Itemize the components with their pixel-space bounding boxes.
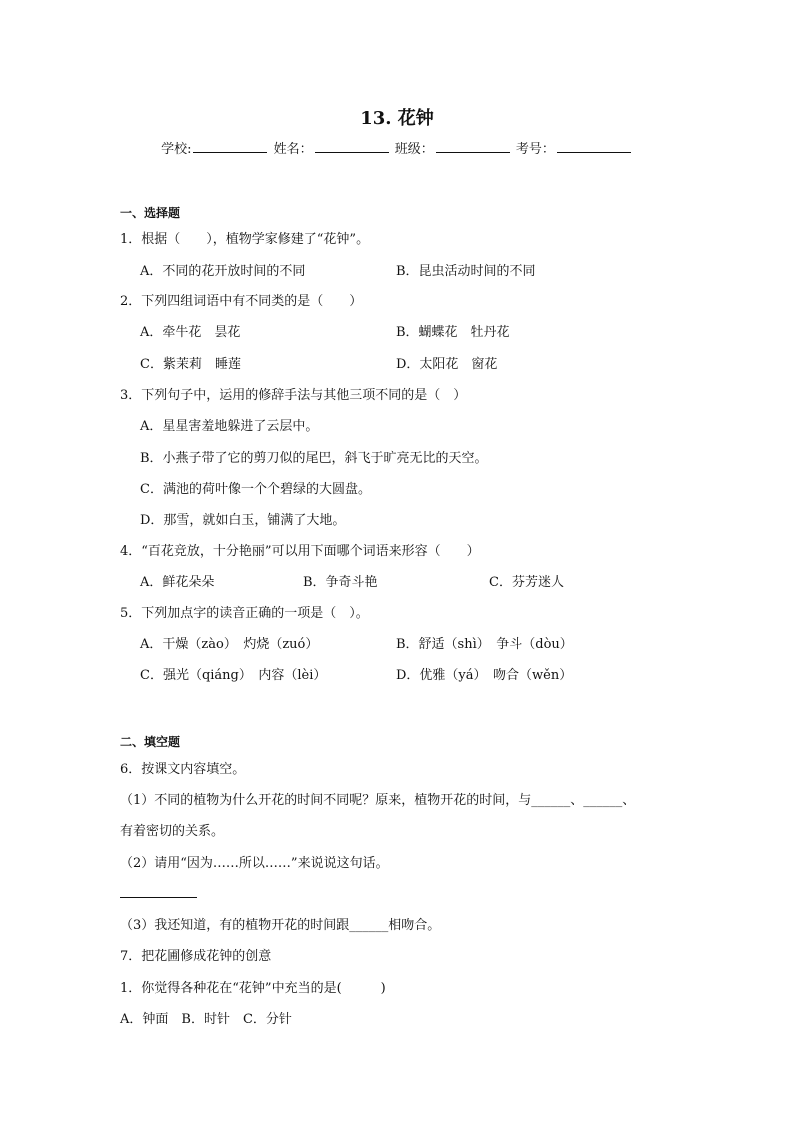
question-2-option-d: D．太阳花 窗花 <box>396 357 498 372</box>
class-label: 班级： <box>394 142 434 157</box>
question-3-option-d: D．那雪，就如白玉，铺满了大地。 <box>140 513 346 528</box>
question-6-part-1-cont: 有着密切的关系。 <box>120 824 225 839</box>
school-blank[interactable] <box>193 140 267 153</box>
name-blank[interactable] <box>315 140 389 153</box>
question-2-stem: 2．下列四组词语中有不同类的是（ ） <box>120 294 363 309</box>
question-4-option-b: B．争奇斗艳 <box>303 575 378 590</box>
name-label: 姓名： <box>273 142 313 157</box>
section-heading-choice: 一、选择题 <box>120 206 181 220</box>
question-5-option-d: D．优雅（yá） 吻合（wěn） <box>396 668 573 683</box>
question-2-option-c: C．紫茉莉 睡莲 <box>140 357 241 372</box>
question-4-option-a: A．鲜花朵朵 <box>140 575 215 590</box>
question-4-stem: 4．“百花竞放，十分艳丽”可以用下面哪个词语来形容（ ） <box>120 544 480 559</box>
question-5-option-c: C．强光（qiáng） 内容（lèi） <box>140 668 327 683</box>
question-1-option-a: A．不同的花开放时间的不同 <box>140 264 306 279</box>
question-6-stem: 6．按课文内容填空。 <box>120 762 246 777</box>
question-2-option-b: B．蝴蝶花 牡丹花 <box>396 325 510 340</box>
question-6-part-3: （3）我还知道，有的植物开花的时间跟______相吻合。 <box>120 918 441 933</box>
number-label: 考号： <box>515 142 555 157</box>
question-7-sub-1: 1．你觉得各种花在“花钟”中充当的是( ) <box>120 981 386 996</box>
answer-line[interactable] <box>120 897 197 898</box>
student-info-line <box>0 138 794 157</box>
question-2-option-a: A．牵牛花 昙花 <box>140 325 241 340</box>
question-1-option-b: B．昆虫活动时间的不同 <box>396 264 536 279</box>
question-3-option-c: C．满池的荷叶像一个个碧绿的大圆盘。 <box>140 482 371 497</box>
question-7-stem: 7．把花圃修成花钟的创意 <box>120 949 272 964</box>
question-3-option-b: B．小燕子带了它的剪刀似的尾巴，斜飞于旷亮无比的天空。 <box>140 451 488 466</box>
question-3-option-a: A．星星害羞地躲进了云层中。 <box>140 419 319 434</box>
question-5-option-b: B．舒适（shì） 争斗（dòu） <box>396 637 573 652</box>
question-5-option-a: A．干燥（zào） 灼烧（zuó） <box>140 637 319 652</box>
question-1-stem: 1．根据（ ），植物学家修建了“花钟”。 <box>120 232 370 247</box>
question-6-part-1: （1）不同的植物为什么开花的时间不同呢？原来，植物开花的时间，与______、______、 <box>120 793 636 808</box>
class-blank[interactable] <box>436 140 510 153</box>
question-4-option-c: C．芬芳迷人 <box>489 575 564 590</box>
question-3-stem: 3．下列句子中，运用的修辞手法与其他三项不同的是（ ） <box>120 388 467 403</box>
question-7-options: A．钟面 B．时针 C．分针 <box>120 1012 292 1027</box>
page-title: 13. 花钟 <box>360 108 434 129</box>
question-6-part-2: （2）请用“因为……所以……”来说说这句话。 <box>120 856 389 871</box>
question-5-stem: 5．下列加点字的读音正确的一项是（ ）。 <box>120 606 369 621</box>
section-heading-fill: 二、填空题 <box>120 735 181 749</box>
number-blank[interactable] <box>557 140 631 153</box>
school-label: 学校: <box>161 142 192 157</box>
